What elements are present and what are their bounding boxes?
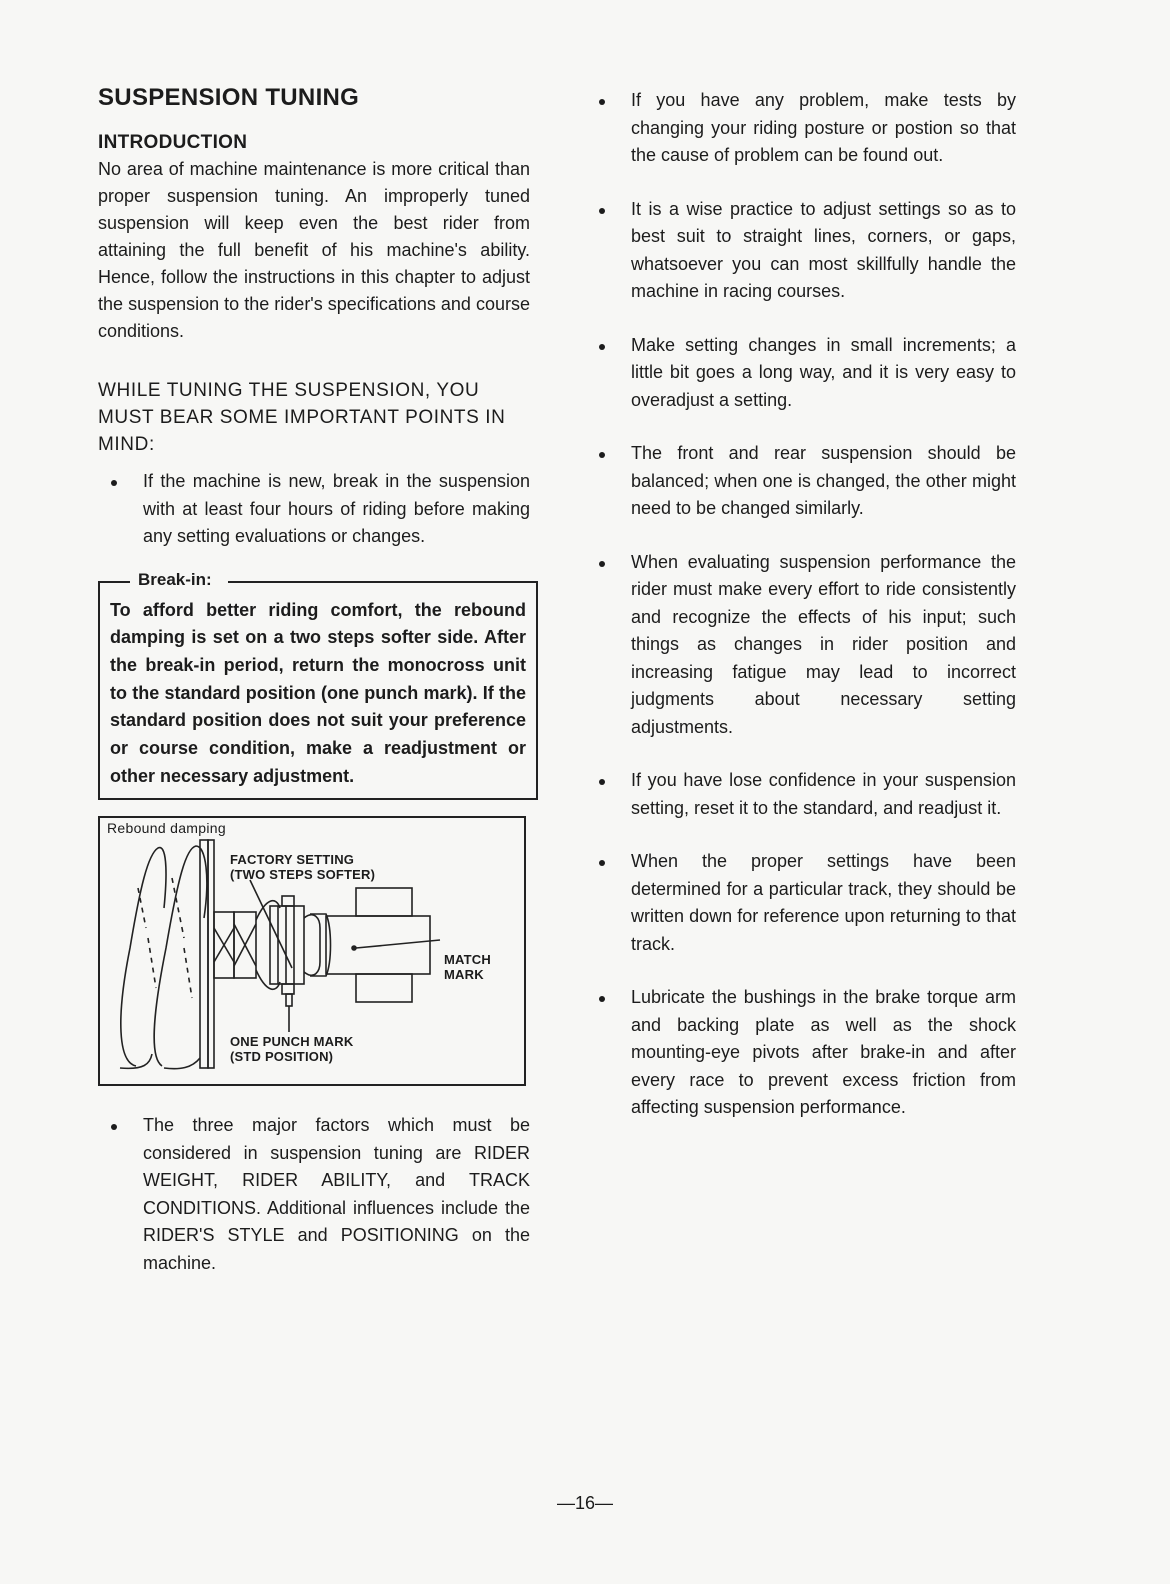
list-item bbox=[586, 848, 1016, 958]
punch-mark-label bbox=[230, 1034, 353, 1064]
right-column bbox=[586, 87, 1016, 1148]
list-item bbox=[586, 332, 1016, 415]
list-item bbox=[586, 549, 1016, 742]
intro-text: No area of machine maintenance is more critical than proper suspension tuning. An improperly tuned suspension will keep even the best rider from attaining the full benefit of his machine's ability. Hence, follow the instructions in this chapter to adjust the suspension to the rider's specifications and course conditions. bbox=[98, 159, 530, 341]
list-item bbox=[586, 87, 1016, 170]
figure-title: Rebound damping bbox=[107, 820, 226, 837]
bullet-icon bbox=[599, 208, 605, 214]
bullet-text: If you have any problem, make tests by changing your riding posture or postion so that the cause of problem can be found out. bbox=[631, 90, 1016, 165]
rebound-damping-figure bbox=[98, 816, 526, 1086]
bullet-icon bbox=[599, 996, 605, 1002]
bullet-text: It is a wise practice to adjust settings so as to best suit to straight lines, corners, or gaps, whatsoever you can most skillfully handle the machine in racing courses. bbox=[631, 198, 1016, 301]
bullet-text: The front and rear suspension should be balanced; when one is changed, the other might need to be changed similarly. bbox=[631, 443, 1016, 518]
list-item bbox=[98, 1112, 530, 1277]
bullet-text: When evaluating suspension performance the rider must make every effort to ride consistently and recognize the effects of his input; such things as changes in rider position and increasing fatigue may lead to incorrect judgments about necessary setting adjustments. bbox=[631, 551, 1016, 737]
bullet-icon bbox=[599, 561, 605, 567]
bullet-text: The three major factors which must be considered in suspension tuning are RIDER WEIGHT, RIDER ABILITY, and TRACK CONDITIONS. Additional influences include the RIDER'S STYLE and POSITIONING on the machine. bbox=[143, 1115, 530, 1273]
list-item bbox=[586, 984, 1016, 1122]
page-title: SUSPENSION TUNING bbox=[98, 84, 360, 111]
bullet-icon bbox=[111, 1124, 117, 1130]
divider bbox=[98, 581, 130, 583]
bullet-icon bbox=[599, 860, 605, 866]
intro-heading: INTRODUCTION bbox=[98, 132, 248, 153]
bullet-text: When the proper settings have been determined for a particular track, they should be written down for reference upon returning to that track. bbox=[631, 851, 1016, 954]
bullet-text: If you have lose confidence in your suspension setting, reset it to the standard, and readjust it. bbox=[631, 770, 1016, 818]
list-item bbox=[98, 468, 530, 551]
list-item bbox=[586, 196, 1016, 306]
breakin-label: Break-in: bbox=[136, 569, 218, 591]
match-mark-label bbox=[444, 952, 491, 982]
factory-setting-subtext: (TWO STEPS SOFTER) bbox=[230, 867, 376, 883]
list-item bbox=[586, 767, 1016, 822]
factory-setting-label bbox=[230, 852, 375, 882]
bullet-text: Make setting changes in small increments; a little bit goes a long way, and it is very easy to overadjust a setting. bbox=[631, 334, 1016, 410]
important-points-heading: WHILE TUNING THE SUSPENSION, YOU MUST BEAR SOME IMPORTANT POINTS IN MIND: bbox=[98, 380, 506, 455]
punch-mark-text: ONE PUNCH MARK bbox=[230, 1034, 354, 1050]
match-mark-subtext: MARK bbox=[444, 967, 484, 983]
bullet-text: If the machine is new, break in the suspension with at least four hours of riding before making any setting evaluations or changes. bbox=[143, 471, 530, 546]
match-mark-text: MATCH bbox=[444, 952, 491, 968]
page-number: —16— bbox=[556, 1493, 614, 1513]
bullet-icon bbox=[111, 480, 117, 486]
divider bbox=[228, 581, 538, 583]
bullet-icon bbox=[599, 344, 605, 350]
list-item bbox=[586, 440, 1016, 523]
factory-setting-text: FACTORY SETTING bbox=[230, 852, 355, 868]
breakin-text: To afford better riding comfort, the rebound damping is set on a two steps softer side. After the break-in period, return the monocross unit to the standard position (one punch mark). If the standard position does not suit your preference or course condition, make a readjustment or other necessary adjustment. bbox=[110, 599, 526, 786]
left-column bbox=[98, 84, 530, 1277]
bullet-text: Lubricate the bushings in the brake torque arm and backing plate as well as the shock mounting-eye pivots after brake-in and after every race to prevent excess friction from affecting suspension performance. bbox=[631, 987, 1016, 1117]
bullet-icon bbox=[599, 452, 605, 458]
bullet-icon bbox=[599, 99, 605, 105]
bullet-icon bbox=[599, 779, 605, 785]
punch-mark-subtext: (STD POSITION) bbox=[230, 1049, 334, 1065]
breakin-note-box bbox=[98, 569, 538, 801]
